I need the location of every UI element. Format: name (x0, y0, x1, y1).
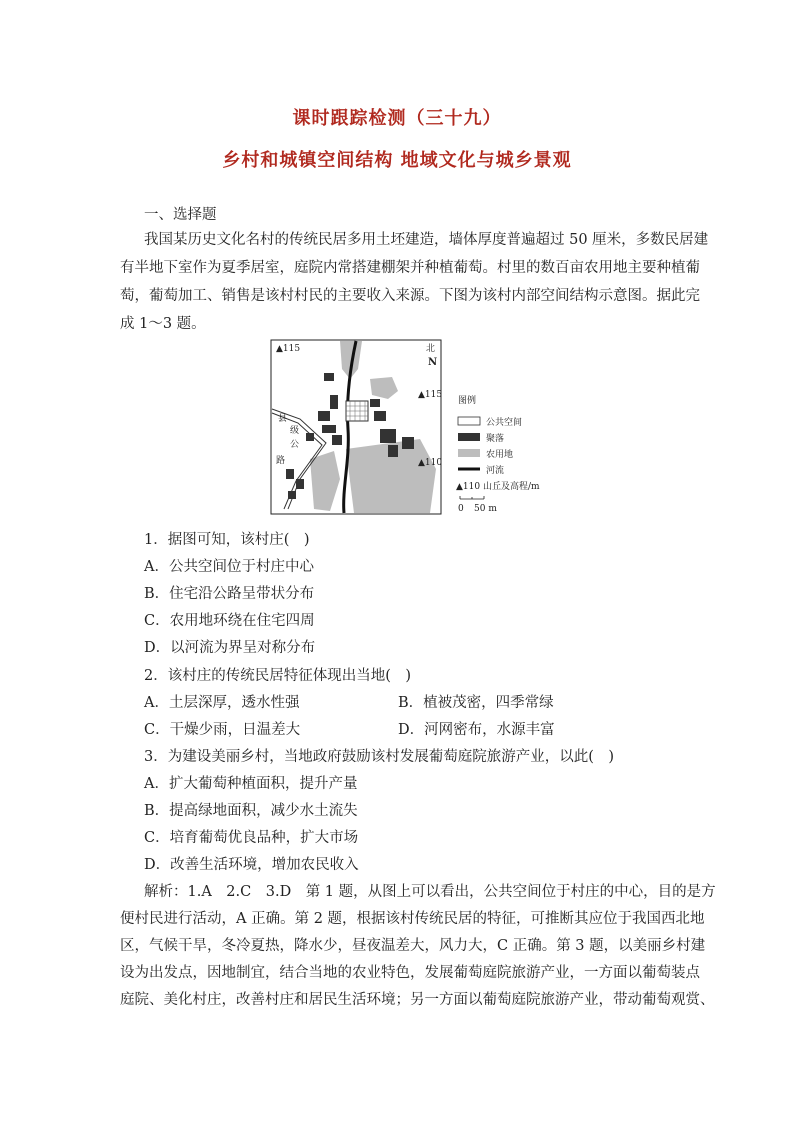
road-label: 路 (276, 456, 286, 466)
legend-public-swatch (458, 417, 480, 425)
page-title: 课时跟踪检测（三十九） (292, 108, 502, 129)
section-heading: 一、选择题 (144, 207, 217, 223)
option: B．提高绿地面积，减少水土流失 (144, 803, 358, 819)
option: C．农用地环绕在住宅四周 (144, 613, 315, 629)
legend-farmland-swatch (458, 449, 480, 457)
analysis-line: 解析：1.A 2.C 3.D 第 1 题，从图上可以看出，公共空间位于村庄的中心，目的是方 (144, 884, 716, 900)
road-label: 县 (278, 414, 288, 424)
analysis-line: 庭院、美化村庄，改善村庄和居民生活环境；另一方面以葡萄庭院旅游产业，带动葡萄观赏、 (120, 992, 715, 1008)
option: D．河网密布，水源丰富 (398, 722, 555, 738)
option: A．公共空间位于村庄中心 (144, 559, 314, 575)
legend-title: 图例 (458, 396, 477, 406)
peak-label: ▲115 (276, 344, 301, 354)
legend-item: 聚落 (486, 434, 505, 444)
peak-label: ▲110 (418, 458, 443, 468)
intro-line: 有半地下室作为夏季居室，庭院内常搭建棚架并种植葡萄。村里的数百亩农用地主要种植葡 (120, 260, 700, 276)
north-arrow-icon: N (428, 357, 438, 368)
village-map (270, 339, 570, 519)
question-stem: 3．为建设美丽乡村，当地政府鼓励该村发展葡萄庭院旅游产业，以此( ) (144, 749, 615, 765)
intro-line: 萄，葡萄加工、销售是该村村民的主要收入来源。下图为该村内部空间结构示意图。据此完 (120, 288, 700, 304)
analysis-line: 区，气候干旱，冬冷夏热，降水少，昼夜温差大，风力大，C 正确。第 3 题，以美丽乡村建 (120, 938, 706, 954)
analysis-line: 便村民进行活动，A 正确。第 2 题，根据该村传统民居的特征，可推断其应位于我国西北地 (120, 911, 705, 927)
legend-settlement-swatch (458, 433, 480, 441)
page-subtitle: 乡村和城镇空间结构 地域文化与城乡景观 (222, 150, 572, 171)
question-stem: 1．据图可知，该村庄( ) (144, 532, 310, 548)
peak-label: ▲115 (418, 390, 443, 400)
legend-item: 农用地 (486, 450, 514, 460)
analysis-line: 设为出发点，因地制宜，结合当地的农业特色，发展葡萄庭院旅游产业，一方面以葡萄装点 (120, 965, 700, 981)
intro-line: 我国某历史文化名村的传统民居多用土坯建造，墙体厚度普遍超过 50 厘米，多数民居建 (144, 232, 709, 248)
option: B．植被茂密，四季常绿 (398, 695, 554, 711)
road-label: 级 (290, 426, 300, 436)
option: A．土层深厚，透水性强 (144, 695, 300, 711)
option: C．干燥少雨，日温差大 (144, 722, 301, 738)
option: A．扩大葡萄种植面积，提升产量 (144, 776, 358, 792)
option: B．住宅沿公路呈带状分布 (144, 586, 315, 602)
scale-bar (460, 496, 484, 499)
option: D．以河流为界呈对称分布 (144, 640, 316, 656)
legend-item: 河流 (486, 466, 505, 476)
scale-label: 50 m (474, 504, 497, 514)
legend-item: 公共空间 (486, 418, 523, 428)
option: D．改善生活环境，增加农民收入 (144, 857, 359, 873)
north-label: 北 (426, 344, 436, 354)
question-stem: 2．该村庄的传统民居特征体现出当地( ) (144, 668, 412, 684)
legend-item: ▲110 山丘及高程/m (456, 482, 540, 492)
option: C．培育葡萄优良品种，扩大市场 (144, 830, 359, 846)
intro-line: 成 1～3 题。 (120, 316, 206, 332)
scale-zero: 0 (458, 504, 464, 514)
road-label: 公 (290, 440, 300, 450)
